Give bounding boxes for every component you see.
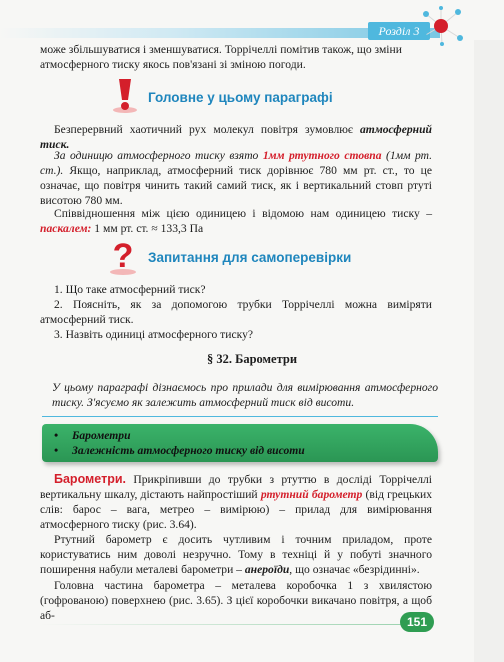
body-text: Ртутний барометр є досить чутливим і точним приладом, проте користуватись ним доволі незручно. Тому в техніці й у побуті значного поширення набули металеві барометри –: [40, 533, 432, 576]
summary-text: Якщо, наприклад, атмосферний тиск дорівнює 780 мм рт. ст., то це означає, що повітря чинить такий самий тиск, як і вертикальний стовп ртуті висотою 780 мм.: [40, 164, 432, 207]
question-item: 2. Поясніть, як за допомогою трубки Торрічеллі можна виміряти атмосферний тиск.: [40, 298, 432, 326]
body-paragraph-1: [40, 472, 432, 532]
self-check-heading: Запитання для самоперевірки: [148, 250, 352, 265]
body-text: , що означає «безрідинні».: [289, 563, 420, 576]
topics-list: [42, 424, 438, 458]
summary-text: Співвідношення між цією одиницею і відомою нам одиницею тиску –: [54, 207, 432, 220]
top-paragraph-line: атмосферного тиску якось пов'язані зі зміною погоди.: [40, 58, 306, 71]
body-paragraph-2: [40, 532, 432, 577]
svg-text:?: ?: [112, 237, 134, 275]
topic-item: • Барометри: [72, 428, 438, 443]
aneroid-term: анероїди: [244, 563, 290, 576]
body-text: Прикріпивши до трубки з ртуттю в досліді Торрічеллі вертикальну шкалу, дістають найпростіший: [40, 473, 432, 501]
summary-text: Безперервний хаотичний рух молекул повітря зумовлює: [54, 123, 360, 136]
summary-paragraph-2: [40, 148, 432, 208]
exclamation-icon: [108, 76, 142, 114]
unit-term: 1мм ртутного стовпа: [262, 149, 382, 162]
mercury-barometer-term: ртутний барометр: [260, 488, 363, 501]
summary-heading: Головне у цьому параграфі: [148, 90, 333, 105]
pascal-term: паскалем:: [40, 222, 92, 235]
body-paragraph-3: Головна частина барометра – металева коробочка 1 з хвилястою (гофрованою) поверхнею (рис. 3.65). З цієї коробочки викачано повітря, а щоб аб-: [40, 579, 432, 622]
top-paragraph-line: може збільшуватися і зменшуватися. Торрічеллі помітив також, що зміни: [40, 43, 402, 56]
question-item: 1. Що таке атмосферний тиск?: [54, 283, 206, 296]
topic-item: • Залежність атмосферного тиску від висоти: [72, 443, 438, 458]
self-check-questions: [40, 282, 432, 342]
section-intro: У цьому параграфі дізнаємось про прилади для вимірювання атмосферного тиску. З'ясуємо як залежить атмосферний тиск від висоти.: [42, 380, 438, 417]
section-tab: Розділ 3: [368, 22, 430, 40]
topics-box: [42, 424, 438, 462]
page-number: 151: [400, 612, 434, 632]
summary-paragraph-3: [40, 206, 432, 236]
question-item: 3. Назвіть одиниці атмосферного тиску?: [54, 328, 254, 341]
summary-text: За одиницю атмосферного тиску взято: [54, 149, 263, 162]
barometers-term: Барометри.: [54, 472, 126, 486]
body-text: (від грецьких слів: барос – вага, метрео – вимірюю) – прилад для вимірювання атмосферного тиску (рис. 3.64).: [40, 488, 432, 531]
atom-icon: [418, 6, 464, 46]
footer-line: [40, 624, 402, 625]
summary-term: атмосферний тиск.: [40, 123, 432, 151]
conversion-formula: 1 мм рт. ст. ≈ 133,3 Па: [94, 222, 204, 235]
top-paragraph: [40, 42, 432, 72]
section-title: § 32. Барометри: [206, 352, 298, 366]
unit-abbr: (1мм рт. ст.).: [40, 149, 433, 177]
page-edge-shadow: [474, 40, 504, 662]
question-icon: [104, 236, 142, 276]
